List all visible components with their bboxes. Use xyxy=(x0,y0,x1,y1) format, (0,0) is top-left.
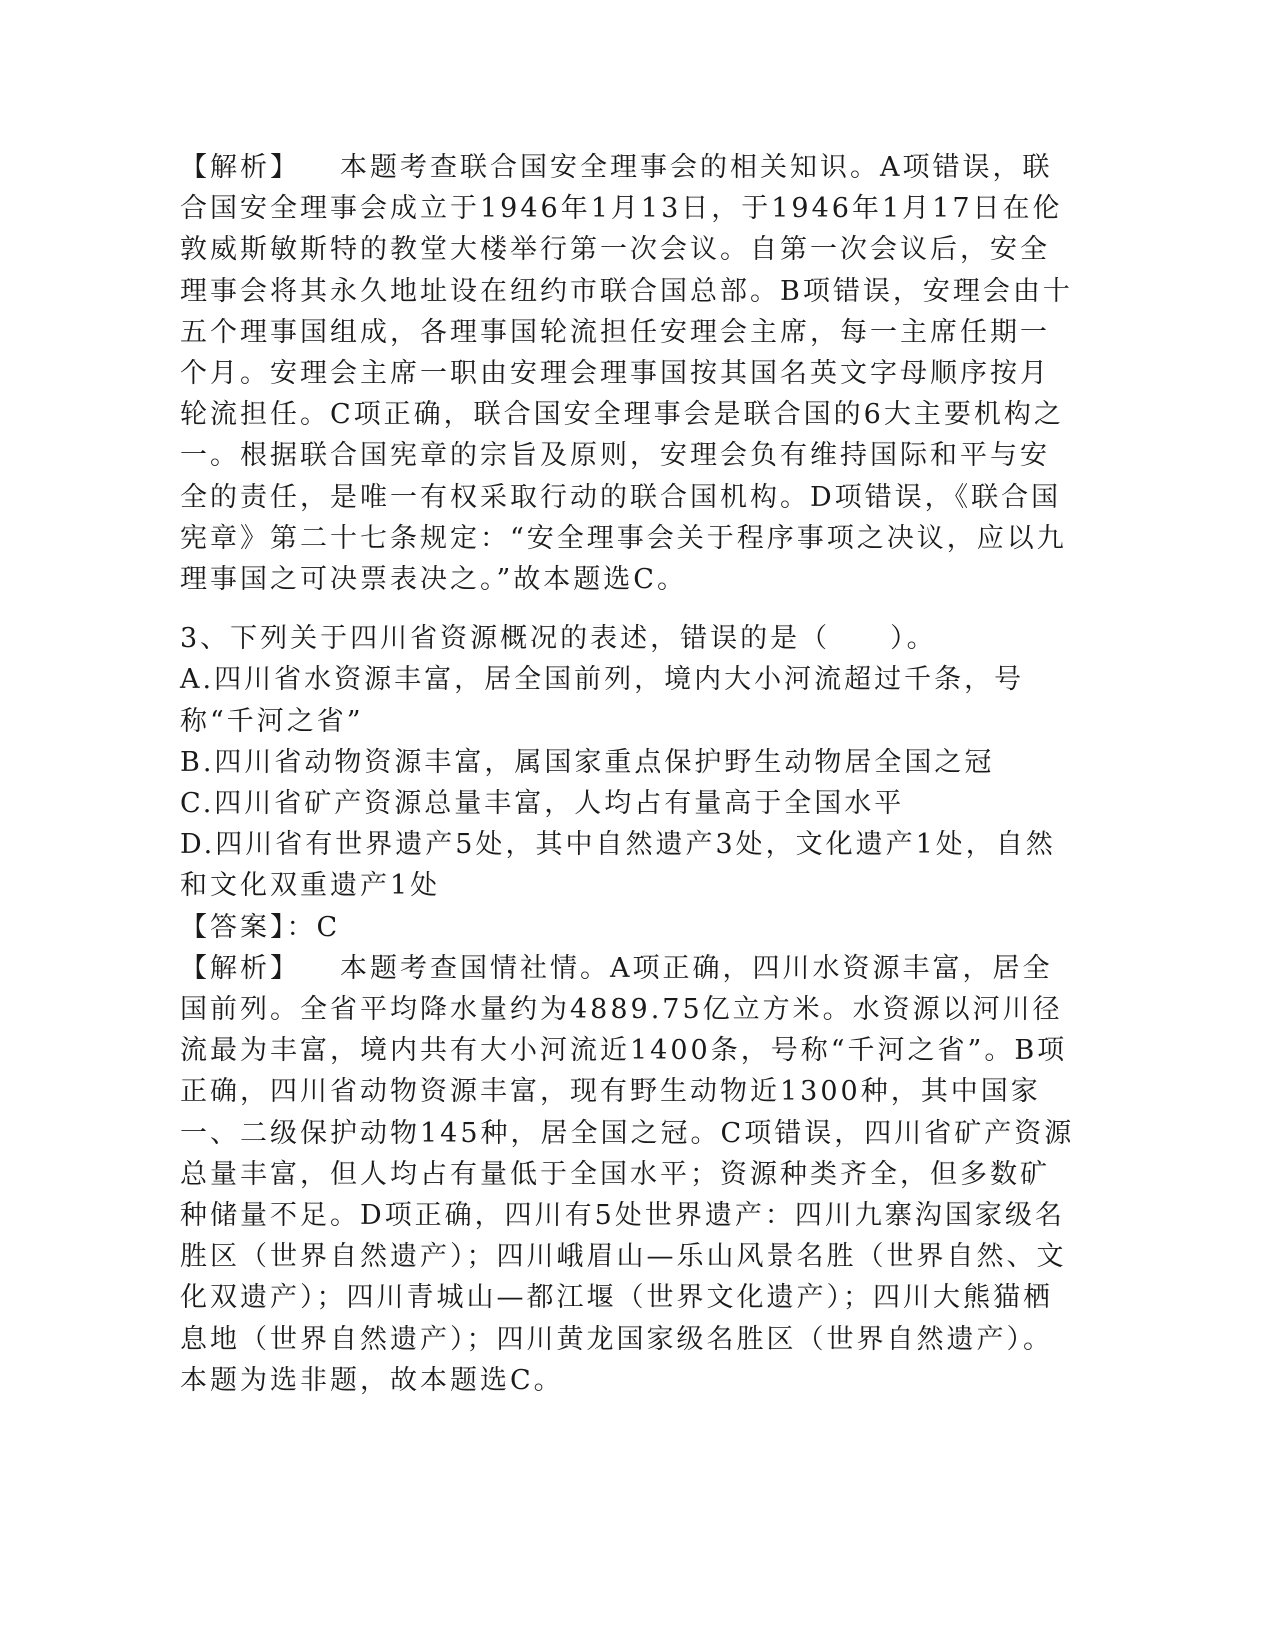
option-a: A.四川省水资源丰富，居全国前列，境内大小河流超过千条，号称“千河之省” xyxy=(180,664,1025,737)
analysis-tag: 【解析】 xyxy=(180,152,300,183)
answer-line: 【答案】：C xyxy=(180,911,341,943)
option-c: C.四川省矿产资源总量丰富，人均占有量高于全国水平 xyxy=(180,788,905,820)
document-page xyxy=(180,147,1075,1401)
analysis-text: 本题考查联合国安全理事会的相关知识。A项错误，联合国安全理事会成立于1946年1月13日，于1946年1月17日在伦敦威斯敏斯特的教堂大楼举行第一次会议。自第一次会议后，安全理事会将其永久地址设在纽约市联合国总部。B项错误，安理会由十五个理事国组成，各理事国轮流担任安理会主席，每一主席任期一个月。安理会主席一职由安理会理事国按其国名英文字母顺序按月轮流担任。C项正确，联合国安全理事会是联合国的6大主要机构之一。根据联合国宪章的宗旨及原则，安理会负有维持国际和平与安全的责任，是唯一有权采取行动的联合国机构。D项错误，《联合国宪章》第二十七条规定：“安全理事会关于程序事项之决议，应以九理事国之可决票表决之。”故本题选C。 xyxy=(180,152,1073,596)
option-d: D.四川省有世界遗产5处，其中自然遗产3处，文化遗产1处，自然和文化双重遗产1处 xyxy=(180,829,1056,902)
question-stem: 3、下列关于四川省资源概况的表述，错误的是（ ）。 xyxy=(180,623,937,655)
option-b: B.四川省动物资源丰富，属国家重点保护野生动物居全国之冠 xyxy=(180,746,995,778)
analysis-text: 本题考查国情社情。A项正确，四川水资源丰富，居全国前列。全省平均降水量约为4889.75亿立方米。水资源以河川径流最为丰富，境内共有大小河流近1400条，号称“千河之省”。B项正确，四川省动物资源丰富，现有野生动物近1300种，其中国家一、二级保护动物145种，居全国之冠。C项错误，四川省矿产资源总量丰富，但人均占有量低于全国水平；资源种类齐全，但多数矿种储量不足。D项正确，四川有5处世界遗产：四川九寨沟国家级名胜区（世界自然遗产）；四川峨眉山—乐山风景名胜（世界自然、文化双遗产）；四川青城山—都江堰（世界文化遗产）；四川大熊猫栖息地（世界自然遗产）；四川黄龙国家级名胜区（世界自然遗产）。本题为选非题，故本题选C。 xyxy=(180,952,1075,1396)
q3-analysis xyxy=(180,948,1075,1401)
q2-analysis xyxy=(180,147,1075,600)
analysis-tag: 【解析】 xyxy=(180,952,300,984)
section-gap xyxy=(180,600,1075,618)
